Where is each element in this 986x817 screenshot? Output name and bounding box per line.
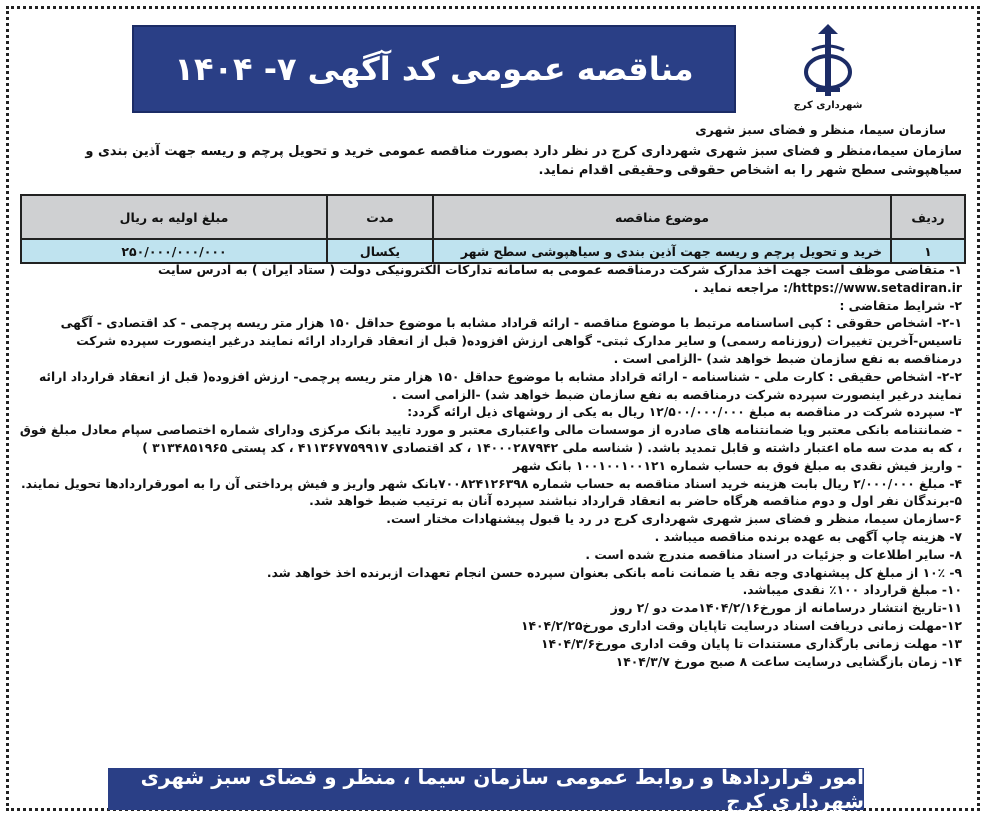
organization-name: سازمان سیما، منظر و فضای سبز شهری <box>695 122 946 137</box>
clause-item: ۳- سپرده شرکت در مناقصه به مبلغ ۱۲/۵۰۰/۰۰۰/۰۰۰ ریال به یکی از روشهای ذیل ارائه گردد: <box>407 405 962 420</box>
clause-item: ۲-۱- اشخاص حقوقی : کپی اساسنامه مرتبط با موضوع مناقصه - ارائه قراداد مشابه با موضوع حداقل ۱۵۰ هزار متر ریسه پرچمی - کد اقتصادی - آگهی تاسیس-آخرین تغییرات (روزنامه رسمی) و سایر مدارک ثبتی- گواهی ارزش افزوده( قبل از انعقاد قرارداد ارائه نمایند درغیر اینصورت سپرده شرکت درمناقصه به نفع سازمان ضبط خواهد شد) -الزامی است . <box>60 316 962 366</box>
clause-item: ۷- هزینه چاپ آگهی به عهده برنده مناقصه میباشد . <box>654 529 962 544</box>
page-title: مناقصه عمومی کد آگهی ۷- ۱۴۰۴ <box>174 50 694 88</box>
header-row-number: ردیف <box>891 195 965 239</box>
clause-item: ۱- متقاضی موظف است جهت اخذ مدارک شرکت درمناقصه عمومی به سامانه تدارکات الکترونیکی دولت ( ستاد ایران ) به آدرس سایت https://www.setadiran.ir/: مراجعه نماید . <box>158 263 962 295</box>
cell-subject: خرید و تحویل پرچم و ریسه جهت آذین بندی و سیاهپوشی سطح شهر <box>433 239 891 263</box>
clause-item: ۲-۲- اشخاص حقیقی : کارت ملی - شناسنامه - ارائه قراداد مشابه با موضوع حداقل ۱۵۰ هزار متر ریسه پرچمی- ارزش افزوده( قبل از انعقاد قرارداد ارائه نمایند درغیر اینصورت سپرده شرکت درمناقصه به نفع سازمان ضبط خواهد شد) -الزامی است . <box>38 369 962 402</box>
clause-item: ۹- ۱۰٪ از مبلغ کل پیشنهادی وجه نقد یا ضمانت نامه بانکی بعنوان سپرده حسن انجام تعهدات ازبرنده اخذ خواهد شد. <box>266 565 962 580</box>
table-row <box>21 239 965 263</box>
clause-item: ۲- شرایط متقاضی : <box>839 298 962 313</box>
table-header-row <box>21 195 965 239</box>
clause-item: ۱۴- زمان بازگشایی درسایت ساعت ۸ صبح مورخ ۱۴۰۴/۳/۷ <box>615 654 962 669</box>
clause-item: - واریز فیش نقدی به مبلغ فوق به حساب شماره ۱۰۰۱۰۰۱۰۰۱۲۱ بانک شهر <box>513 458 962 473</box>
logo-caption: شهرداری کرج <box>793 100 863 111</box>
clause-item: ۴- مبلغ ۲/۰۰۰/۰۰۰ ریال بابت هزینه خرید اسناد مناقصه به حساب شماره ۷۰۰۸۲۴۱۲۶۳۹۸بانک شهر واریز و فیش پرداختی آن را به امورقراردادها تحویل نمایند. <box>20 476 962 491</box>
cell-amount: ۲۵۰/۰۰۰/۰۰۰/۰۰۰ <box>21 239 327 263</box>
footer-banner <box>108 765 864 813</box>
cell-row-number: ۱ <box>891 239 965 263</box>
clause-item: ۱۳- مهلت زمانی بارگذاری مستندات تا پایان وقت اداری مورخ۱۴۰۴/۳/۶ <box>540 636 962 651</box>
header-subject: موضوع مناقصه <box>433 195 891 239</box>
karaj-municipality-logo-icon <box>798 20 858 104</box>
clause-item: ۸- سایر اطلاعات و جزئیات در اسناد مناقصه مندرج شده است . <box>585 547 962 562</box>
intro-paragraph: سازمان سیما،منظر و فضای سبز شهری شهرداری کرج در نظر دارد بصورت مناقصه عمومی خرید و تحویل پرچم و ریسه جهت آذین بندی و سیاهپوشی سطح شهر را به اشخاص حقوقی وحقیقی اقدام نماید. <box>85 144 962 178</box>
cell-duration: یکسال <box>327 239 433 263</box>
conditions-list <box>18 262 962 671</box>
clause-item: - ضمانتنامه بانکی معتبر ویا ضمانتنامه های صادره از موسسات مالی واعتباری معتبر و مورد تایید بانک مرکزی ودارای شماره اختصاصی سپام معادل مبلغ فوق ، که به مدت سه ماه اعتبار داشته و قابل تمدید باشد. ( شناسه ملی ۱۴۰۰۰۲۸۷۹۴۲ ، کد اقتصادی ۴۱۱۳۶۷۷۵۹۹۱۷ ، کد پستی ۳۱۳۴۸۵۱۹۶۵ ) <box>19 423 962 455</box>
header-banner <box>132 25 736 113</box>
clause-item: ۶-سازمان سیما، منظر و فضای سبز شهری شهرداری کرج در رد یا قبول پیشنهادات مختار است. <box>386 512 962 527</box>
clause-item: ۱۰- مبلغ قرارداد ۱۰۰٪ نقدی میباشد. <box>742 583 962 598</box>
tender-table <box>20 194 966 264</box>
clause-item: ۱۱-تاریخ انتشار درسامانه از مورخ۱۴۰۴/۲/۱۶مدت دو /۲ روز <box>610 601 962 616</box>
clause-item: ۵-برندگان نفر اول و دوم مناقصه هرگاه حاضر به انعقاد قرارداد نباشند سپرده آنان به ترتیب ضبط خواهد شد. <box>309 494 962 509</box>
clause-item: ۱۲-مهلت زمانی دریافت اسناد درسایت تاپایان وقت اداری مورخ۱۴۰۴/۲/۲۵ <box>521 618 962 633</box>
footer-text: امور قراردادها و روابط عمومی سازمان سیما ، منظر و فضای سبز شهری شهرداری کرج <box>140 765 864 813</box>
header-duration: مدت <box>327 195 433 239</box>
header-amount: مبلغ اولیه به ریال <box>21 195 327 239</box>
